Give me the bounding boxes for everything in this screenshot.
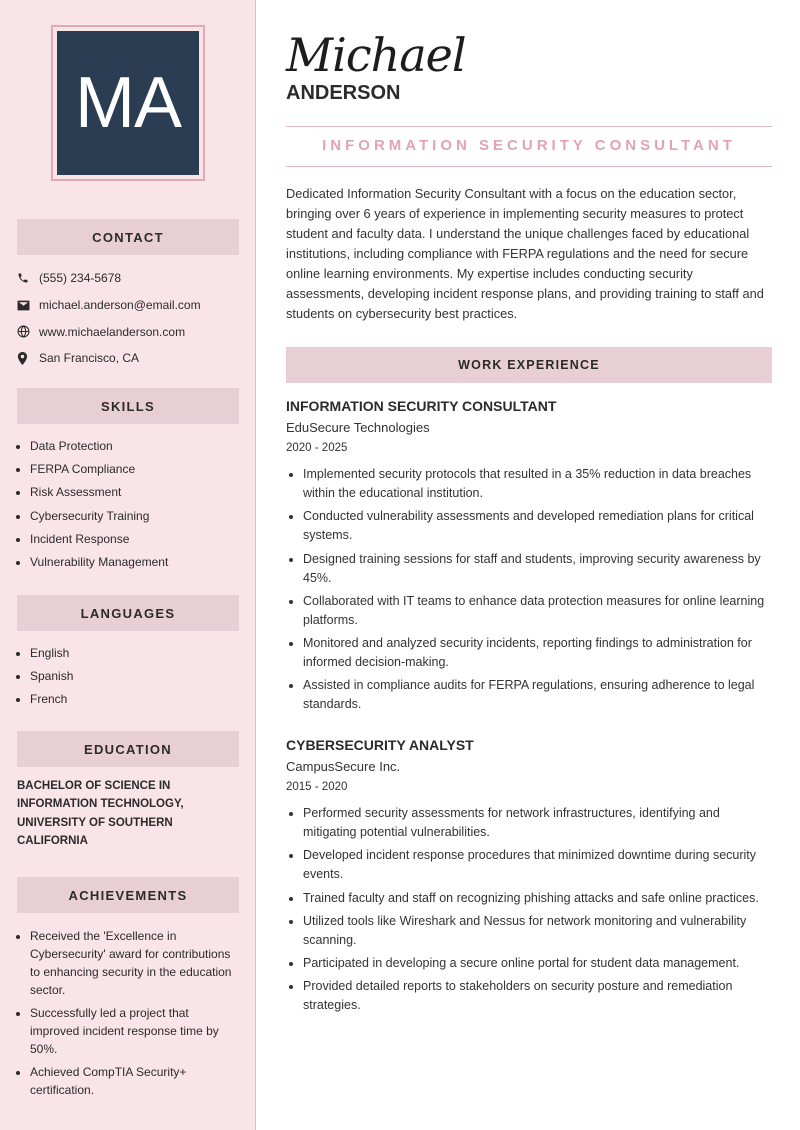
list-item: • Performed security assessments for network infrastructures, identifying and mitigating potential vulnerabilities. — [303, 804, 772, 842]
work-experience-heading: WORK EXPERIENCE — [286, 347, 772, 383]
list-item: • Conducted vulnerability assessments and developed remediation plans for critical systems. — [303, 507, 772, 545]
contact-email[interactable]: michael.anderson@email.com — [39, 298, 201, 313]
location-icon — [17, 352, 39, 365]
list-item: • Trained faculty and staff on recognizing phishing attacks and safe online practices. — [303, 889, 772, 908]
list-item: • Developed incident response procedures that minimized downtime during security events. — [303, 846, 772, 884]
list-item: • Risk Assessment — [30, 483, 239, 501]
list-item: • English — [30, 644, 239, 662]
job-role: INFORMATION SECURITY CONSULTANT — [286, 398, 557, 414]
globe-icon — [17, 325, 39, 338]
summary: Dedicated Information Security Consultant with a focus on the education sector, bringing over 6 years of experience in implementing security measures to protect student and faculty data. I understand the unique challenges faced by educational institutions, including compliance with FERPA regulations and the need for secure online learning environments. My expertise includes conducting security assessments, developing incident response plans, and providing training to staff and students on cybersecurity best practices. — [286, 186, 764, 321]
list-item: • Assisted in compliance audits for FERPA regulations, ensuring adherence to legal standards. — [303, 676, 772, 714]
job-bullets — [286, 465, 772, 714]
list-item: • Achieved CompTIA Security+ certification. — [30, 1063, 239, 1099]
list-item: • Monitored and analyzed security incidents, reporting findings to administration for informed decision-making. — [303, 634, 772, 672]
list-item: • Provided detailed reports to stakeholders on security posture and remediation strategies. — [303, 977, 772, 1015]
languages-section — [17, 595, 239, 714]
languages-heading: LANGUAGES — [17, 595, 239, 631]
contact-section — [17, 219, 239, 372]
languages-list — [17, 644, 239, 708]
contact-phone[interactable]: (555) 234-5678 — [39, 271, 122, 286]
achievements-list — [17, 927, 239, 1099]
list-item: • Cybersecurity Training — [30, 507, 239, 525]
monogram-text: MA — [75, 63, 181, 143]
contact-heading: CONTACT — [17, 219, 239, 255]
job-title: INFORMATION SECURITY CONSULTANT — [322, 137, 736, 154]
divider — [286, 166, 772, 167]
contact-list — [17, 265, 239, 372]
job-company: CampusSecure Inc. — [286, 759, 401, 774]
list-item: • French — [30, 690, 239, 708]
divider — [286, 126, 772, 127]
job-company: EduSecure Technologies — [286, 420, 430, 435]
list-item: • Designed training sessions for staff and students, improving security awareness by 45%. — [303, 550, 772, 588]
list-item: • Spanish — [30, 667, 239, 685]
contact-item-location — [17, 345, 239, 372]
last-name: ANDERSON — [286, 82, 401, 104]
contact-location: San Francisco, CA — [39, 351, 140, 366]
email-icon — [17, 300, 39, 311]
education-section — [17, 731, 239, 850]
skills-section — [17, 388, 239, 576]
first-name: Michael — [286, 28, 466, 82]
contact-item-phone — [17, 265, 239, 292]
list-item: • Incident Response — [30, 530, 239, 548]
skills-list — [17, 437, 239, 571]
achievements-heading: ACHIEVEMENTS — [17, 877, 239, 913]
list-item: • Data Protection — [30, 437, 239, 455]
achievements-section — [17, 877, 239, 1104]
job-role: CYBERSECURITY ANALYST — [286, 737, 474, 753]
contact-item-email — [17, 292, 239, 319]
skills-heading: SKILLS — [17, 388, 239, 424]
list-item: • Collaborated with IT teams to enhance data protection measures for online learning platforms. — [303, 592, 772, 630]
list-item: • Successfully led a project that improved incident response time by 50%. — [30, 1004, 239, 1058]
job-dates: 2015 - 2020 — [286, 781, 348, 793]
phone-icon — [17, 272, 39, 284]
monogram-box — [57, 31, 199, 175]
job-bullets — [286, 804, 772, 1015]
monogram-frame — [51, 25, 205, 181]
education-degree: BACHELOR OF SCIENCE IN INFORMATION TECHNOLOGY, UNIVERSITY OF SOUTHERN CALIFORNIA — [17, 780, 184, 847]
list-item: • Vulnerability Management — [30, 553, 239, 571]
list-item: • FERPA Compliance — [30, 460, 239, 478]
list-item: • Implemented security protocols that resulted in a 35% reduction in data breaches within the educational institution. — [303, 465, 772, 503]
list-item: • Participated in developing a secure online portal for student data management. — [303, 954, 772, 973]
education-heading: EDUCATION — [17, 731, 239, 767]
contact-website[interactable]: www.michaelanderson.com — [39, 324, 186, 339]
sidebar — [0, 0, 256, 1130]
contact-item-website — [17, 318, 239, 345]
job-entry — [286, 737, 772, 1020]
job-entry — [286, 398, 772, 719]
job-dates: 2020 - 2025 — [286, 442, 348, 454]
list-item: • Utilized tools like Wireshark and Nessus for network monitoring and vulnerability scanning. — [303, 912, 772, 950]
list-item: • Received the 'Excellence in Cybersecurity' award for contributions to enhancing security in the education sector. — [30, 927, 239, 999]
